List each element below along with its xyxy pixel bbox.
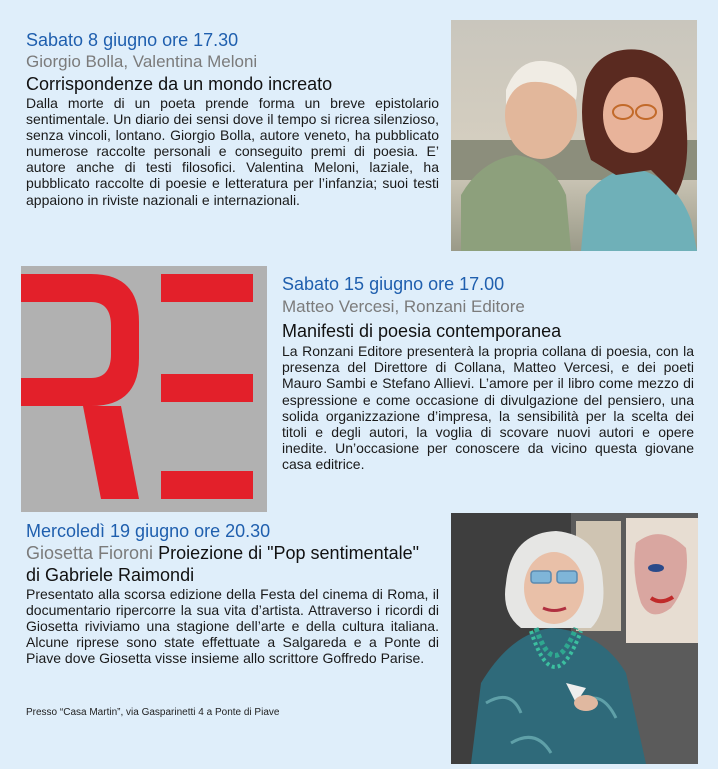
- event2-title: Manifesti di poesia contemporanea: [282, 321, 562, 341]
- event3-heading: [26, 542, 426, 586]
- event2-names: Matteo Vercesi, Ronzani Editore: [282, 297, 525, 316]
- event2-date: Sabato 15 giugno ore 17.00: [282, 274, 505, 294]
- venue-footer: Presso “Casa Martin”, via Gasparinetti 4 a Ponte di Piave: [26, 707, 280, 718]
- event1-title: Corrispondenze da un mondo increato: [26, 74, 333, 94]
- event3-description: Presentato alla scorsa edizione della Festa del cinema di Roma, il documentario ripercorre la sua vita d’artista. Attraverso i ricordi di Giosetta riviviamo una stagione dell’arte e della cultura italiana. Alcune riprese sono state effettuate a Salgareda e a Ponte di Piave dove Giosetta visse insieme allo scrittore Goffredo Parise.: [26, 586, 439, 667]
- event2-description: La Ronzani Editore presenterà la propria collana di poesia, con la presenza del Direttore di Collana, Matteo Vercesi, e dei poeti Mauro Sambi e Stefano Allievi. L’amore per il libro come mezzo di espressione e come occasione di divulgazione del pensiero, una solida organizzazione d’impresa, la sensibilità per la scelta dei titoli e degli autori, la voglia di scovare nuovi autori e opere inedite. Un’occasione per conoscere da vicino questa giovane casa editrice.: [282, 343, 694, 473]
- event1-description: Dalla morte di un poeta prende forma un breve epistolario sentimentale. Un diario dei sensi dove il tempo si ricrea silenzioso, senza vincoli, lontano. Giorgio Bolla, autore veneto, ha pubblicato numerose raccolte personali e conseguito premi di poesia. E’ autore anche di testi filosofici. Valentina Meloni, laziale, ha pubblicato raccolte di poesie e letteratura per l’infanzia; suoi testi appaiono in riviste nazionali e internazionali.: [26, 95, 439, 208]
- photo-giosetta-fioroni: [451, 513, 698, 764]
- event3-names: Giosetta Fioroni: [26, 543, 154, 563]
- event1-names: Giorgio Bolla, Valentina Meloni: [26, 52, 258, 71]
- photo-bolla-meloni: [451, 20, 697, 251]
- ronzani-editore-logo: [21, 266, 267, 512]
- event3-date: Mercoledì 19 giugno ore 20.30: [26, 521, 271, 541]
- event3-title: Proiezione di "Pop sentimentale" di Gabriele Raimondi: [26, 543, 419, 585]
- event1-date: Sabato 8 giugno ore 17.30: [26, 30, 239, 50]
